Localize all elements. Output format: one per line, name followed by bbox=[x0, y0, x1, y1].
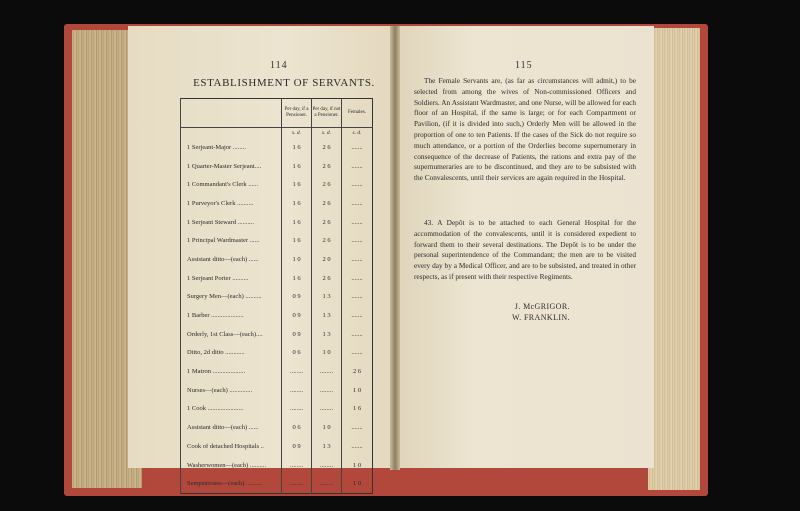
wage-cell: 1 6 bbox=[282, 213, 312, 232]
table-row bbox=[181, 418, 373, 437]
wage-cell: 0 6 bbox=[282, 344, 312, 363]
servant-name-cell: 1 Matron .................... bbox=[181, 362, 282, 381]
wage-cell: 2 6 bbox=[312, 138, 342, 157]
wage-cell: ........ bbox=[312, 381, 342, 400]
wage-cell: 1 3 bbox=[312, 288, 342, 307]
wage-cell: ....... bbox=[342, 306, 373, 325]
unit-cell: s. d. bbox=[342, 128, 373, 139]
wage-cell: ....... bbox=[342, 418, 373, 437]
table-row bbox=[181, 325, 373, 344]
wage-cell: 1 6 bbox=[342, 400, 373, 419]
wage-cell: 1 0 bbox=[342, 381, 373, 400]
wage-cell: ........ bbox=[282, 456, 312, 475]
wage-cell: 2 0 bbox=[312, 250, 342, 269]
paragraph-depot: 43. A Depôt is to be attached to each General Hospital for the accommodation of the convalescents, until it is considered expedient to forward them to their several destinations. The Depôt is to be under the personal superintendence of the Commandant; the men are to be visited every day by a Medical Officer, and are to be subsisted, and treated in other respects, as if present with their respective Regiments. bbox=[414, 218, 636, 281]
units-row bbox=[181, 128, 373, 139]
wage-cell: ....... bbox=[342, 138, 373, 157]
header-not-pensioner: Per day, if not a Pensioner. bbox=[312, 99, 342, 128]
wage-cell: 1 3 bbox=[312, 325, 342, 344]
wage-cell: 1 0 bbox=[282, 250, 312, 269]
wage-cell: ....... bbox=[342, 288, 373, 307]
wage-cell: ........ bbox=[282, 381, 312, 400]
header-name bbox=[181, 99, 282, 128]
wage-cell: 1 0 bbox=[342, 474, 373, 493]
wage-cell: 0 6 bbox=[282, 418, 312, 437]
wage-cell: ....... bbox=[342, 231, 373, 250]
unit-cell: s. d. bbox=[312, 128, 342, 139]
servant-name-cell: Assistant ditto—(each) ...... bbox=[181, 418, 282, 437]
wage-cell: 2 6 bbox=[342, 362, 373, 381]
servants-table bbox=[180, 98, 373, 494]
wage-cell: 2 6 bbox=[312, 194, 342, 213]
servant-name-cell: 1 Commandant's Clerk ...... bbox=[181, 175, 282, 194]
table-row bbox=[181, 194, 373, 213]
servant-name-cell: 1 Principal Wardmaster ...... bbox=[181, 231, 282, 250]
wage-cell: ....... bbox=[342, 175, 373, 194]
table-row bbox=[181, 456, 373, 475]
wage-cell: 1 0 bbox=[312, 418, 342, 437]
servant-name-cell: Cook of detached Hospitals .. bbox=[181, 437, 282, 456]
servant-name-cell: Ditto, 2d ditto ............ bbox=[181, 344, 282, 363]
table-row bbox=[181, 381, 373, 400]
table-row bbox=[181, 474, 373, 493]
header-pensioner: Per day, if a Pensioner. bbox=[282, 99, 312, 128]
wage-cell: 1 6 bbox=[282, 157, 312, 176]
table-row bbox=[181, 175, 373, 194]
table-row bbox=[181, 138, 373, 157]
wage-cell: ....... bbox=[342, 437, 373, 456]
wage-cell: ....... bbox=[342, 194, 373, 213]
servant-name-cell: Assistant ditto—(each) ...... bbox=[181, 250, 282, 269]
table-row bbox=[181, 344, 373, 363]
wage-cell: 0 9 bbox=[282, 437, 312, 456]
servant-name-cell: Sempstresses—(each) .......... bbox=[181, 474, 282, 493]
page-title: ESTABLISHMENT OF SERVANTS. bbox=[193, 77, 375, 89]
table-row bbox=[181, 437, 373, 456]
wage-cell: ........ bbox=[312, 400, 342, 419]
table-header-row bbox=[181, 99, 373, 128]
table-body bbox=[181, 128, 373, 494]
wage-cell: ....... bbox=[342, 269, 373, 288]
right-page-number: 115 bbox=[515, 60, 533, 71]
unit-cell: s. d. bbox=[282, 128, 312, 139]
wage-cell: ....... bbox=[342, 344, 373, 363]
servant-name-cell: Nurses—(each) .............. bbox=[181, 381, 282, 400]
wage-cell: 1 6 bbox=[282, 138, 312, 157]
table-row bbox=[181, 306, 373, 325]
wage-cell: 1 6 bbox=[282, 194, 312, 213]
servant-name-cell: Surgery Men—(each) .......... bbox=[181, 288, 282, 307]
signature-franklin: W. FRANKLIN. bbox=[511, 313, 570, 322]
servant-name-cell: 1 Barber .................... bbox=[181, 306, 282, 325]
table-row bbox=[181, 269, 373, 288]
table-row bbox=[181, 400, 373, 419]
wage-cell: ........ bbox=[282, 474, 312, 493]
wage-cell: ........ bbox=[312, 362, 342, 381]
servant-name-cell: 1 Serjeant Porter .......... bbox=[181, 269, 282, 288]
book-gutter bbox=[390, 26, 400, 470]
servant-name-cell: 1 Purveyor's Clerk .......... bbox=[181, 194, 282, 213]
wage-cell: ....... bbox=[342, 250, 373, 269]
wage-cell: 1 6 bbox=[282, 175, 312, 194]
wage-cell: 2 6 bbox=[312, 213, 342, 232]
table-row bbox=[181, 362, 373, 381]
right-page-edges bbox=[648, 28, 700, 490]
wage-cell: 1 0 bbox=[342, 456, 373, 475]
wage-cell: 2 6 bbox=[312, 157, 342, 176]
table-row bbox=[181, 288, 373, 307]
wage-cell: 0 9 bbox=[282, 288, 312, 307]
wage-cell: 2 6 bbox=[312, 231, 342, 250]
servant-name-cell: 1 Serjeant Steward .......... bbox=[181, 213, 282, 232]
wage-cell: 1 6 bbox=[282, 269, 312, 288]
table-row bbox=[181, 157, 373, 176]
wage-cell: 1 3 bbox=[312, 437, 342, 456]
wage-cell: ....... bbox=[342, 213, 373, 232]
wage-cell: ....... bbox=[342, 325, 373, 344]
wage-cell: 0 9 bbox=[282, 325, 312, 344]
servant-name-cell: 1 Serjeant-Major ........ bbox=[181, 138, 282, 157]
table-row bbox=[181, 250, 373, 269]
wage-cell: ........ bbox=[312, 456, 342, 475]
servant-name-cell: Orderly, 1st Class—(each).... bbox=[181, 325, 282, 344]
table-row bbox=[181, 231, 373, 250]
wage-cell: 2 6 bbox=[312, 269, 342, 288]
servant-name-cell: 1 Cook ...................... bbox=[181, 400, 282, 419]
wage-cell: ........ bbox=[282, 362, 312, 381]
wage-cell: ....... bbox=[342, 157, 373, 176]
header-females: Females. bbox=[342, 99, 373, 128]
servant-name-cell: Washerwomen—(each) .......... bbox=[181, 456, 282, 475]
wage-cell: 2 6 bbox=[312, 175, 342, 194]
wage-cell: ........ bbox=[312, 474, 342, 493]
wage-cell: 1 6 bbox=[282, 231, 312, 250]
left-page-number: 114 bbox=[270, 60, 288, 71]
unit-cell bbox=[181, 128, 282, 139]
wage-cell: 0 9 bbox=[282, 306, 312, 325]
wage-cell: 1 0 bbox=[312, 344, 342, 363]
signature-mcgrigor: J. McGRIGOR. bbox=[514, 302, 570, 311]
wage-cell: ........ bbox=[282, 400, 312, 419]
table-row bbox=[181, 213, 373, 232]
wage-cell: 1 3 bbox=[312, 306, 342, 325]
servant-name-cell: 1 Quarter-Master Serjeant.... bbox=[181, 157, 282, 176]
paragraph-female-servants: The Female Servants are, (as far as circumstances will admit,) to be selected from among the wives of Non-commissioned Officers and Soldiers. An Assistant Wardmaster, and one Nurse, will be allowed for each floor of an Hospital, if the same is large; or for each Compartment or Pavilion, (if it is divided into such,) Orderly Men will be allowed in the proportion of one to ten Patients. If the cases of the Sick do not require so much attendance, or a portion of the Orderlies become supernumerary in consequence of the decrease of Patients, the rations and extra pay of the supernumeraries are to be discontinued, and they are to be subsisted with the Convalescents, until their services are again required in the Hospital. bbox=[414, 76, 636, 183]
